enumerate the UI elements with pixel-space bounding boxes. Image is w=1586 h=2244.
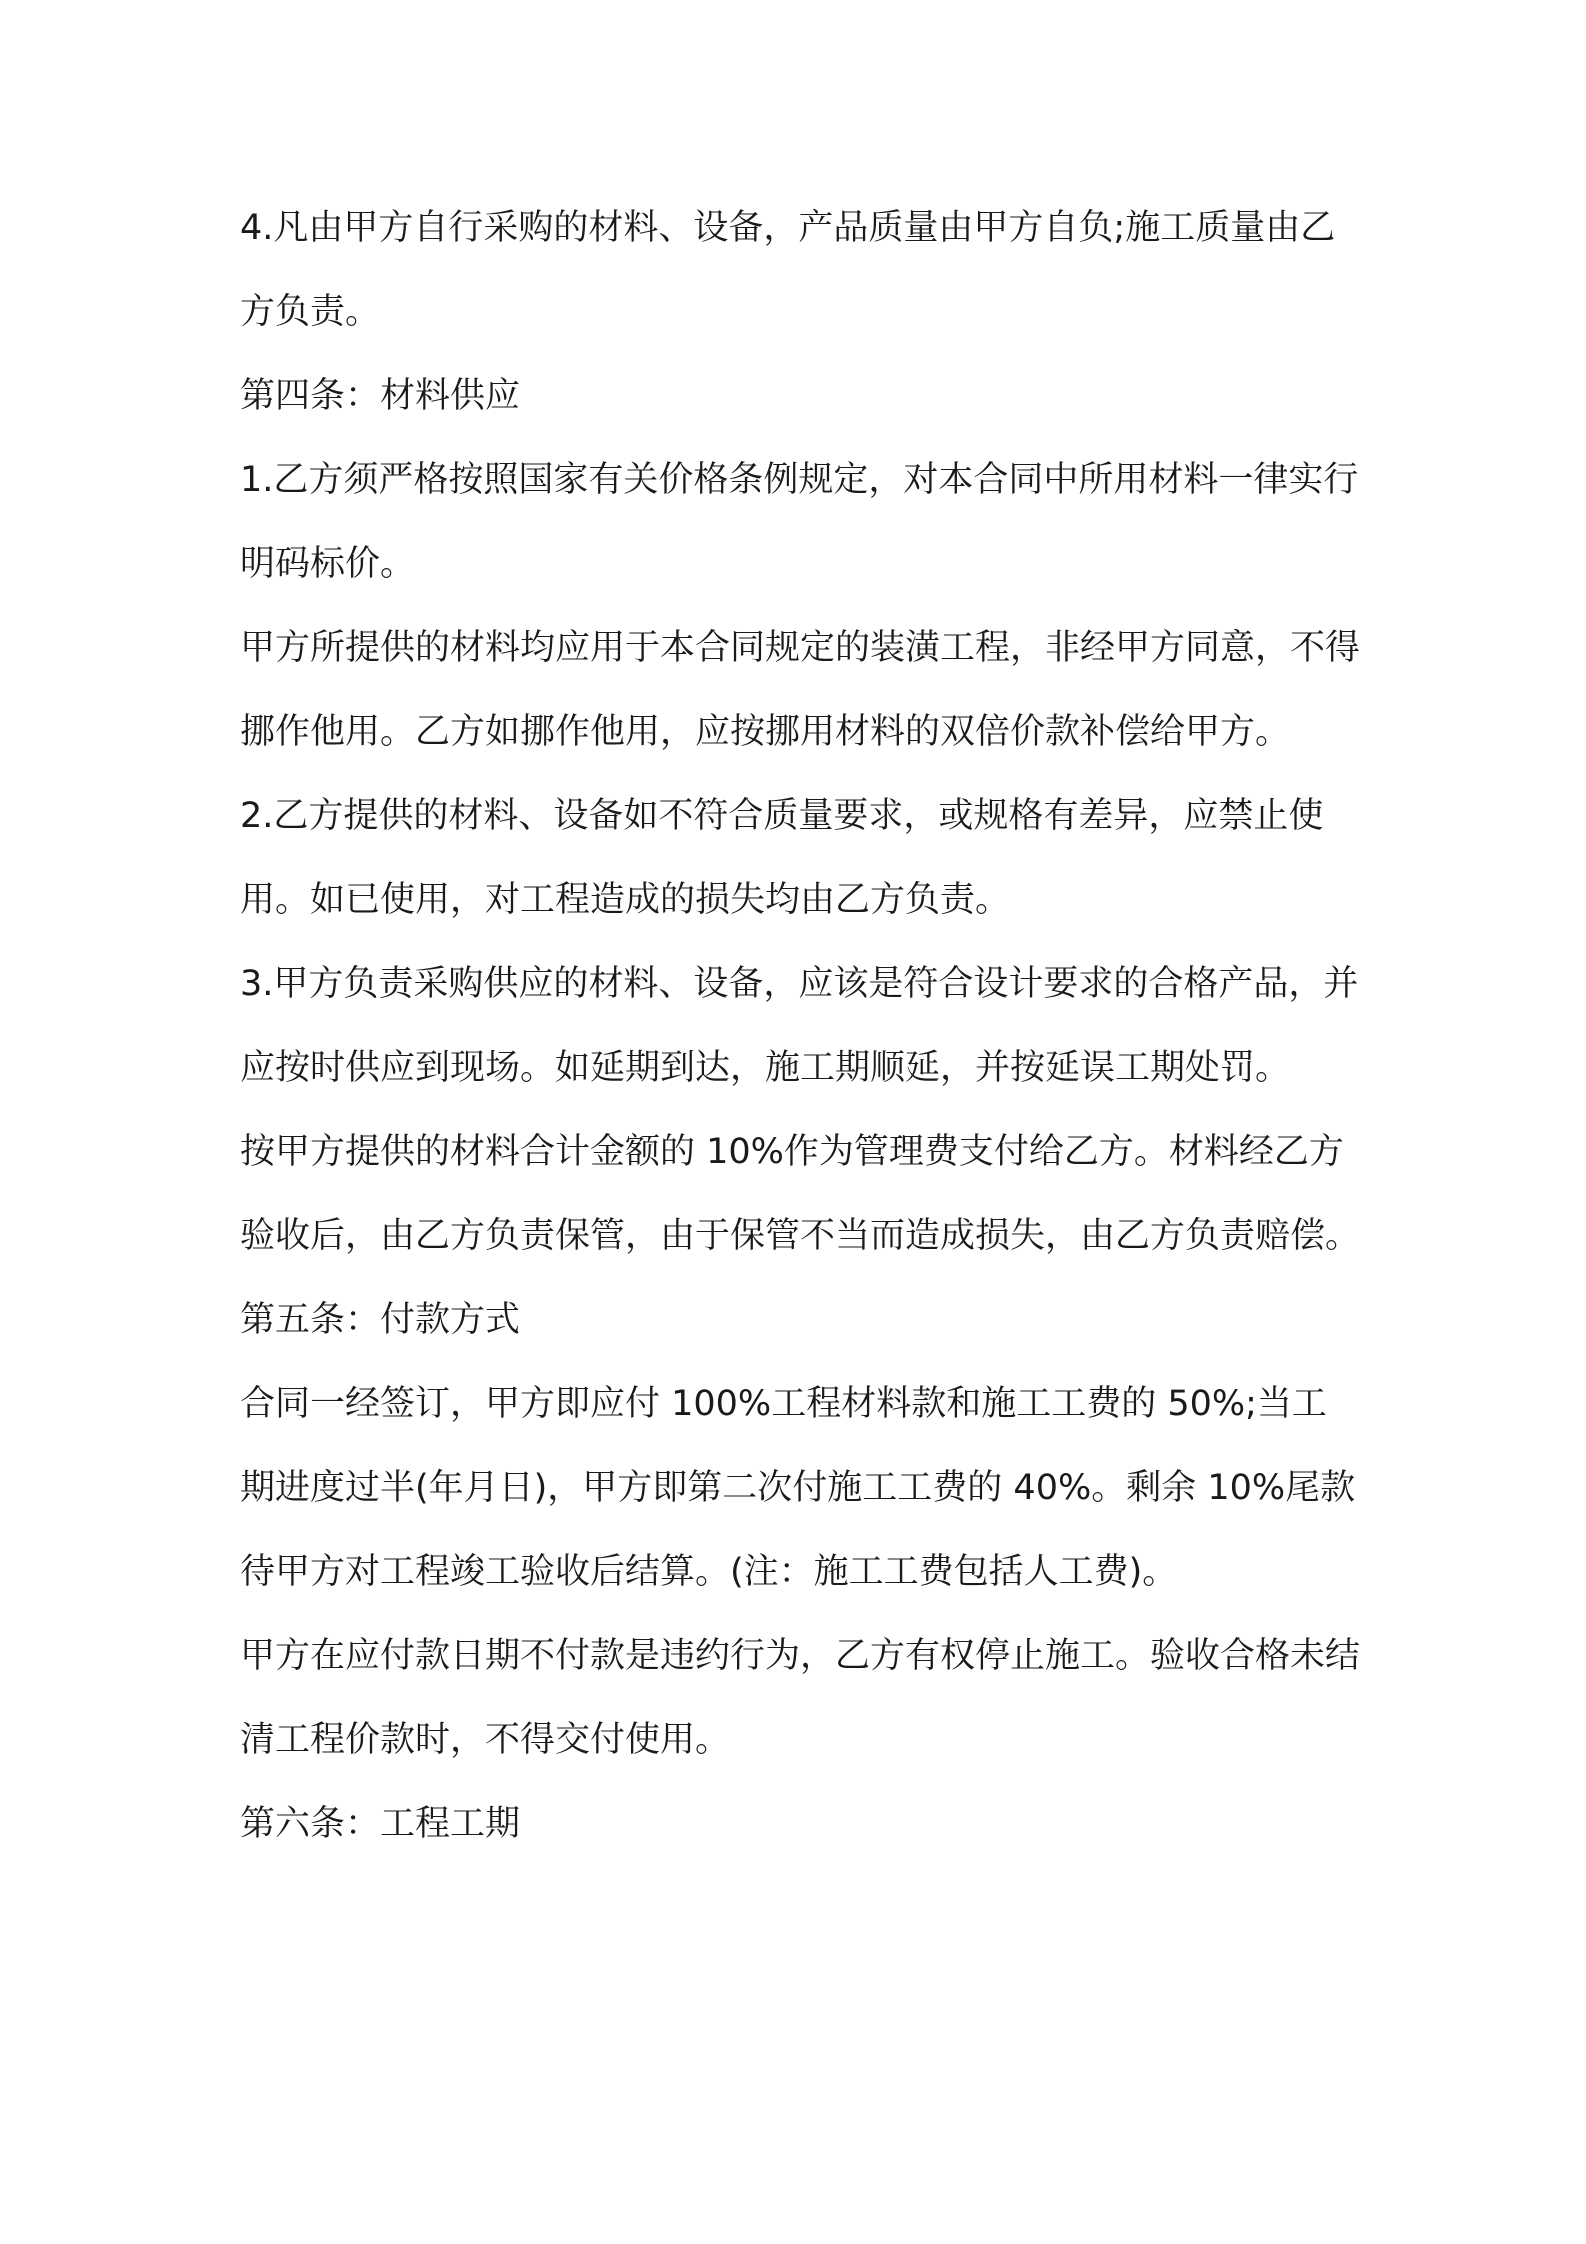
clause-paragraph: 4.凡由甲方自行采购的材料、设备，产品质量由甲方自负;施工质量由乙方负责。: [240, 208, 1336, 332]
document-page: [240, 186, 1360, 1866]
article-heading: 第五条：付款方式: [240, 1300, 521, 1340]
clause-paragraph: 合同一经签订，甲方即应付 100%工程材料款和施工工费的 50%;当工期进度过半(年月日)，甲方即第二次付施工工费的 40%。剩余 10%尾款待甲方对工程竣工验收后结算。(注：施工工费包括人工费)。: [240, 1384, 1356, 1592]
clause-paragraph: 1.乙方须严格按照国家有关价格条例规定，对本合同中所用材料一律实行明码标价。: [240, 460, 1359, 584]
article-heading: 第六条：工程工期: [240, 1804, 521, 1844]
clause-paragraph: 2.乙方提供的材料、设备如不符合质量要求，或规格有差异，应禁止使用。如已使用，对工程造成的损失均由乙方负责。: [240, 796, 1324, 920]
article-heading: 第四条：材料供应: [240, 376, 521, 416]
clause-paragraph: 甲方所提供的材料均应用于本合同规定的装潢工程，非经甲方同意，不得挪作他用。乙方如挪作他用，应按挪用材料的双倍价款补偿给甲方。: [240, 628, 1361, 752]
clause-paragraph: 按甲方提供的材料合计金额的 10%作为管理费支付给乙方。材料经乙方验收后，由乙方负责保管，由于保管不当而造成损失，由乙方负责赔偿。: [240, 1132, 1361, 1256]
clause-paragraph: 甲方在应付款日期不付款是违约行为，乙方有权停止施工。验收合格未结清工程价款时，不得交付使用。: [240, 1636, 1361, 1760]
clause-paragraph: 3.甲方负责采购供应的材料、设备，应该是符合设计要求的合格产品，并应按时供应到现场。如延期到达，施工期顺延，并按延误工期处罚。: [240, 964, 1359, 1088]
